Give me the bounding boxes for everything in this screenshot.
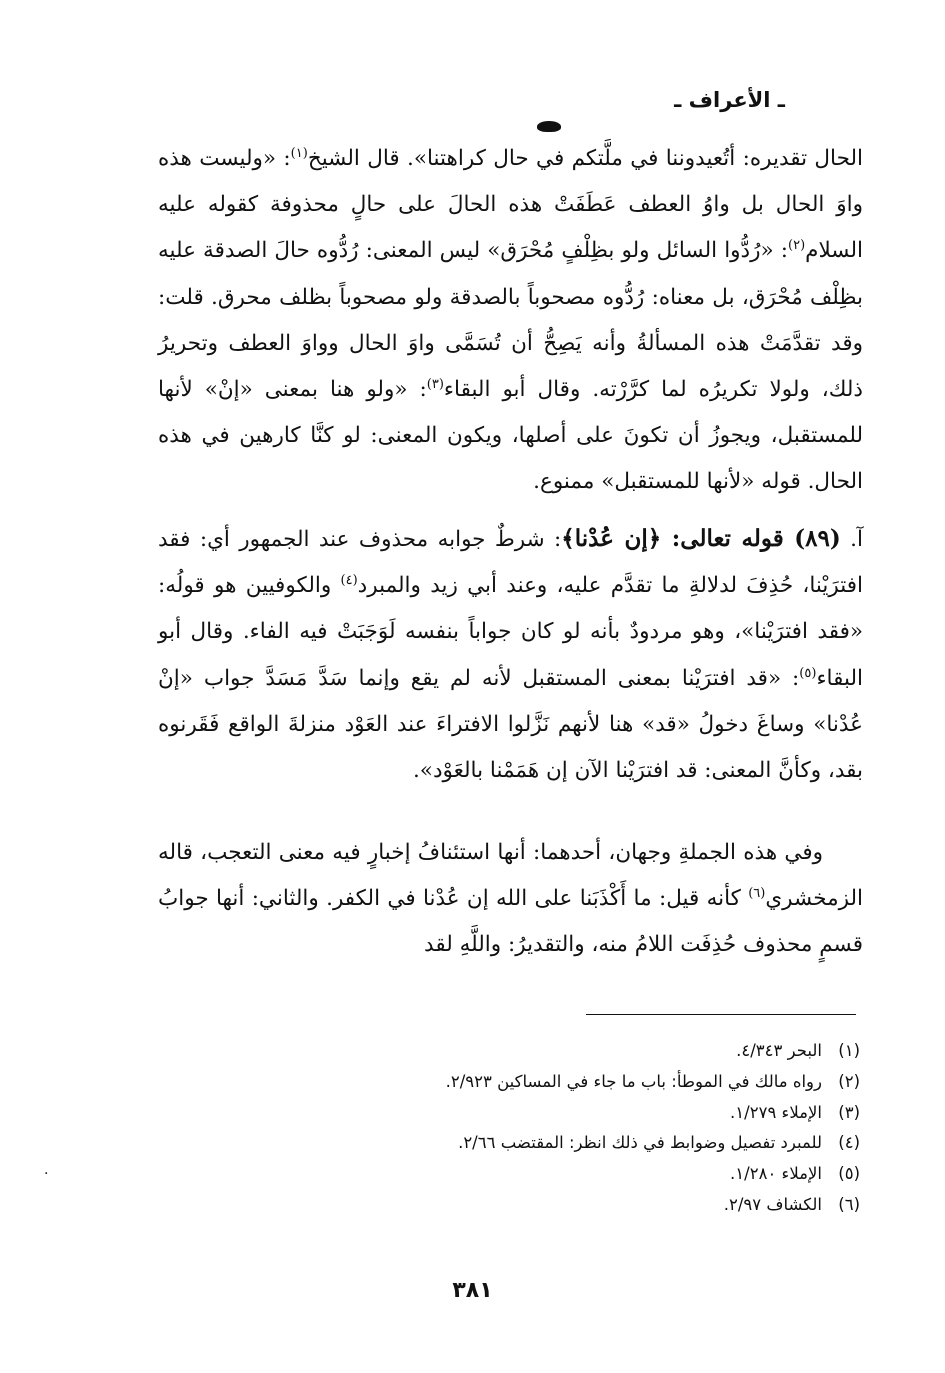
footnote-item (160, 1098, 860, 1129)
footnote-number: (١) (838, 1041, 860, 1060)
text-run: : «ولو هنا بمعنى «إنْ» لأنها للمستقبل، ويجوزُ أن تكونَ على أصلها، ويكون المعنى: لو كنَّا كارهين في هذه الحال. قوله «لأنها للمستقبل» ممنوع. (158, 377, 863, 495)
page-number: ٣٨١ (452, 1278, 493, 1303)
ink-blot (537, 121, 561, 132)
text-run: : «قد افترَيْنا بمعنى المستقبل لأنه لم يقع وإنما سَدَّ مَسَدَّ جواب «إنْ عُدْنا» وساغَ دخولُ «قد» هنا لأنهم نَزَّلوا الافتراءَ عند العَوْد منزلةَ الواقع فَقَرنوه بقد، وكأنَّ المعنى: قد افترَيْنا الآن إن هَمَمْنا بالعَوْد». (158, 665, 863, 784)
footnote-text: الإملاء ١/٢٨٠. (730, 1164, 822, 1184)
verse-heading: (٨٩) قوله تعالى: ﴿إن عُدْنا﴾ (561, 525, 841, 552)
footnote-item (160, 1128, 860, 1159)
text-run: والكوفيين هو قولُه: «فقد افترَيْنا»، وهو مردودٌ بأنه لو كان جواباً بنفسه لَوَجَبَتْ فيه الفاء. وقال أبو البقاء (158, 573, 863, 691)
footnote-item (160, 1190, 860, 1221)
body-paragraph (158, 830, 863, 969)
footnote-number: (٤) (838, 1133, 860, 1153)
body-paragraph (158, 136, 863, 506)
footnote-number: (٦) (838, 1194, 860, 1214)
body-paragraph (158, 516, 863, 794)
footnote-ref: (٢) (788, 238, 806, 254)
footnote-item (160, 1036, 860, 1067)
footnote-number: (٢) (838, 1071, 860, 1091)
footnote-text: للمبرد تفصيل وضوابط في ذلك انظر: المقتضب ٢/٦٦. (458, 1133, 822, 1153)
footnote-ref: (٤) (340, 573, 358, 589)
text-run: : «رُدُّوا السائل ولو بظِلْفٍ مُحْرَق» ليس المعنى: رُدُّوه حالَ الصدقة عليه بظِلْف مُحْرَق، بل معناه: رُدُّوه مصحوباً بالصدقة ولو مصحوباً بظلف محرق. قلت: وقد تقدَّمَتْ هذه المسألةُ وأنه يَصِحُّ أن تُسَمَّى واوَ الحال وواوَ العطف وتحريرُ ذلك، ولولا تكريرُه لما كرَّرْته. وقال أبو البقاء (158, 238, 864, 403)
footnote-text: الكشاف ٢/٩٧. (723, 1194, 822, 1214)
footnote-ref: (١) (290, 145, 308, 161)
text-run: : «وليست هذه واوَ الحال بل واوُ العطف عَطَفَتْ هذه الحالَ على حالٍ محذوفة كقوله عليه السلام (158, 146, 863, 264)
footnote-number: (٥) (838, 1164, 860, 1184)
footnote-item (160, 1067, 860, 1098)
footnote-number: (٣) (838, 1102, 860, 1122)
footnote-ref: (٥) (799, 665, 817, 681)
footnote-text: البحر ٤/٣٤٣. (736, 1041, 822, 1060)
text-run: الحال تقديره: أتُعيدوننا في ملَّتكم في حال كراهتنا». قال الشيخ (307, 146, 863, 171)
footnote-item (160, 1159, 860, 1190)
footnote-separator (586, 1014, 856, 1015)
text-run: : شرطٌ جوابه محذوف عند الجمهور أي: فقد افترَيْنا، حُذِفَ لدلالةِ ما تقدَّم عليه، وعند أبي زيد والمبرد (158, 527, 863, 599)
text-run: وفي هذه الجملةِ وجهان، أحدهما: أنها استئنافُ إخبارٍ فيه معنى التعجب، قاله الزمخشري (158, 840, 863, 912)
footnote-ref: (٦) (748, 886, 766, 902)
footnote-text: رواه مالك في الموطأ: باب ما جاء في المساكين ٢/٩٢٣. (445, 1071, 822, 1091)
text-run: كأنه قيل: ما أَكْذَبَنا على الله إن عُدْنا في الكفر. والثاني: أنها جوابُ قسمٍ محذوف حُذِفَت اللامُ منه، والتقديرُ: واللَّهِ لقد (158, 886, 863, 958)
footnote-text: الإملاء ١/٢٧٩. (730, 1102, 822, 1122)
footnotes-list (160, 1036, 860, 1221)
footnote-ref: (٣) (426, 376, 444, 392)
margin-mark: . (44, 1162, 49, 1178)
running-header: ـ الأعراف ـ (674, 88, 785, 112)
text-run: آ. (840, 527, 863, 552)
